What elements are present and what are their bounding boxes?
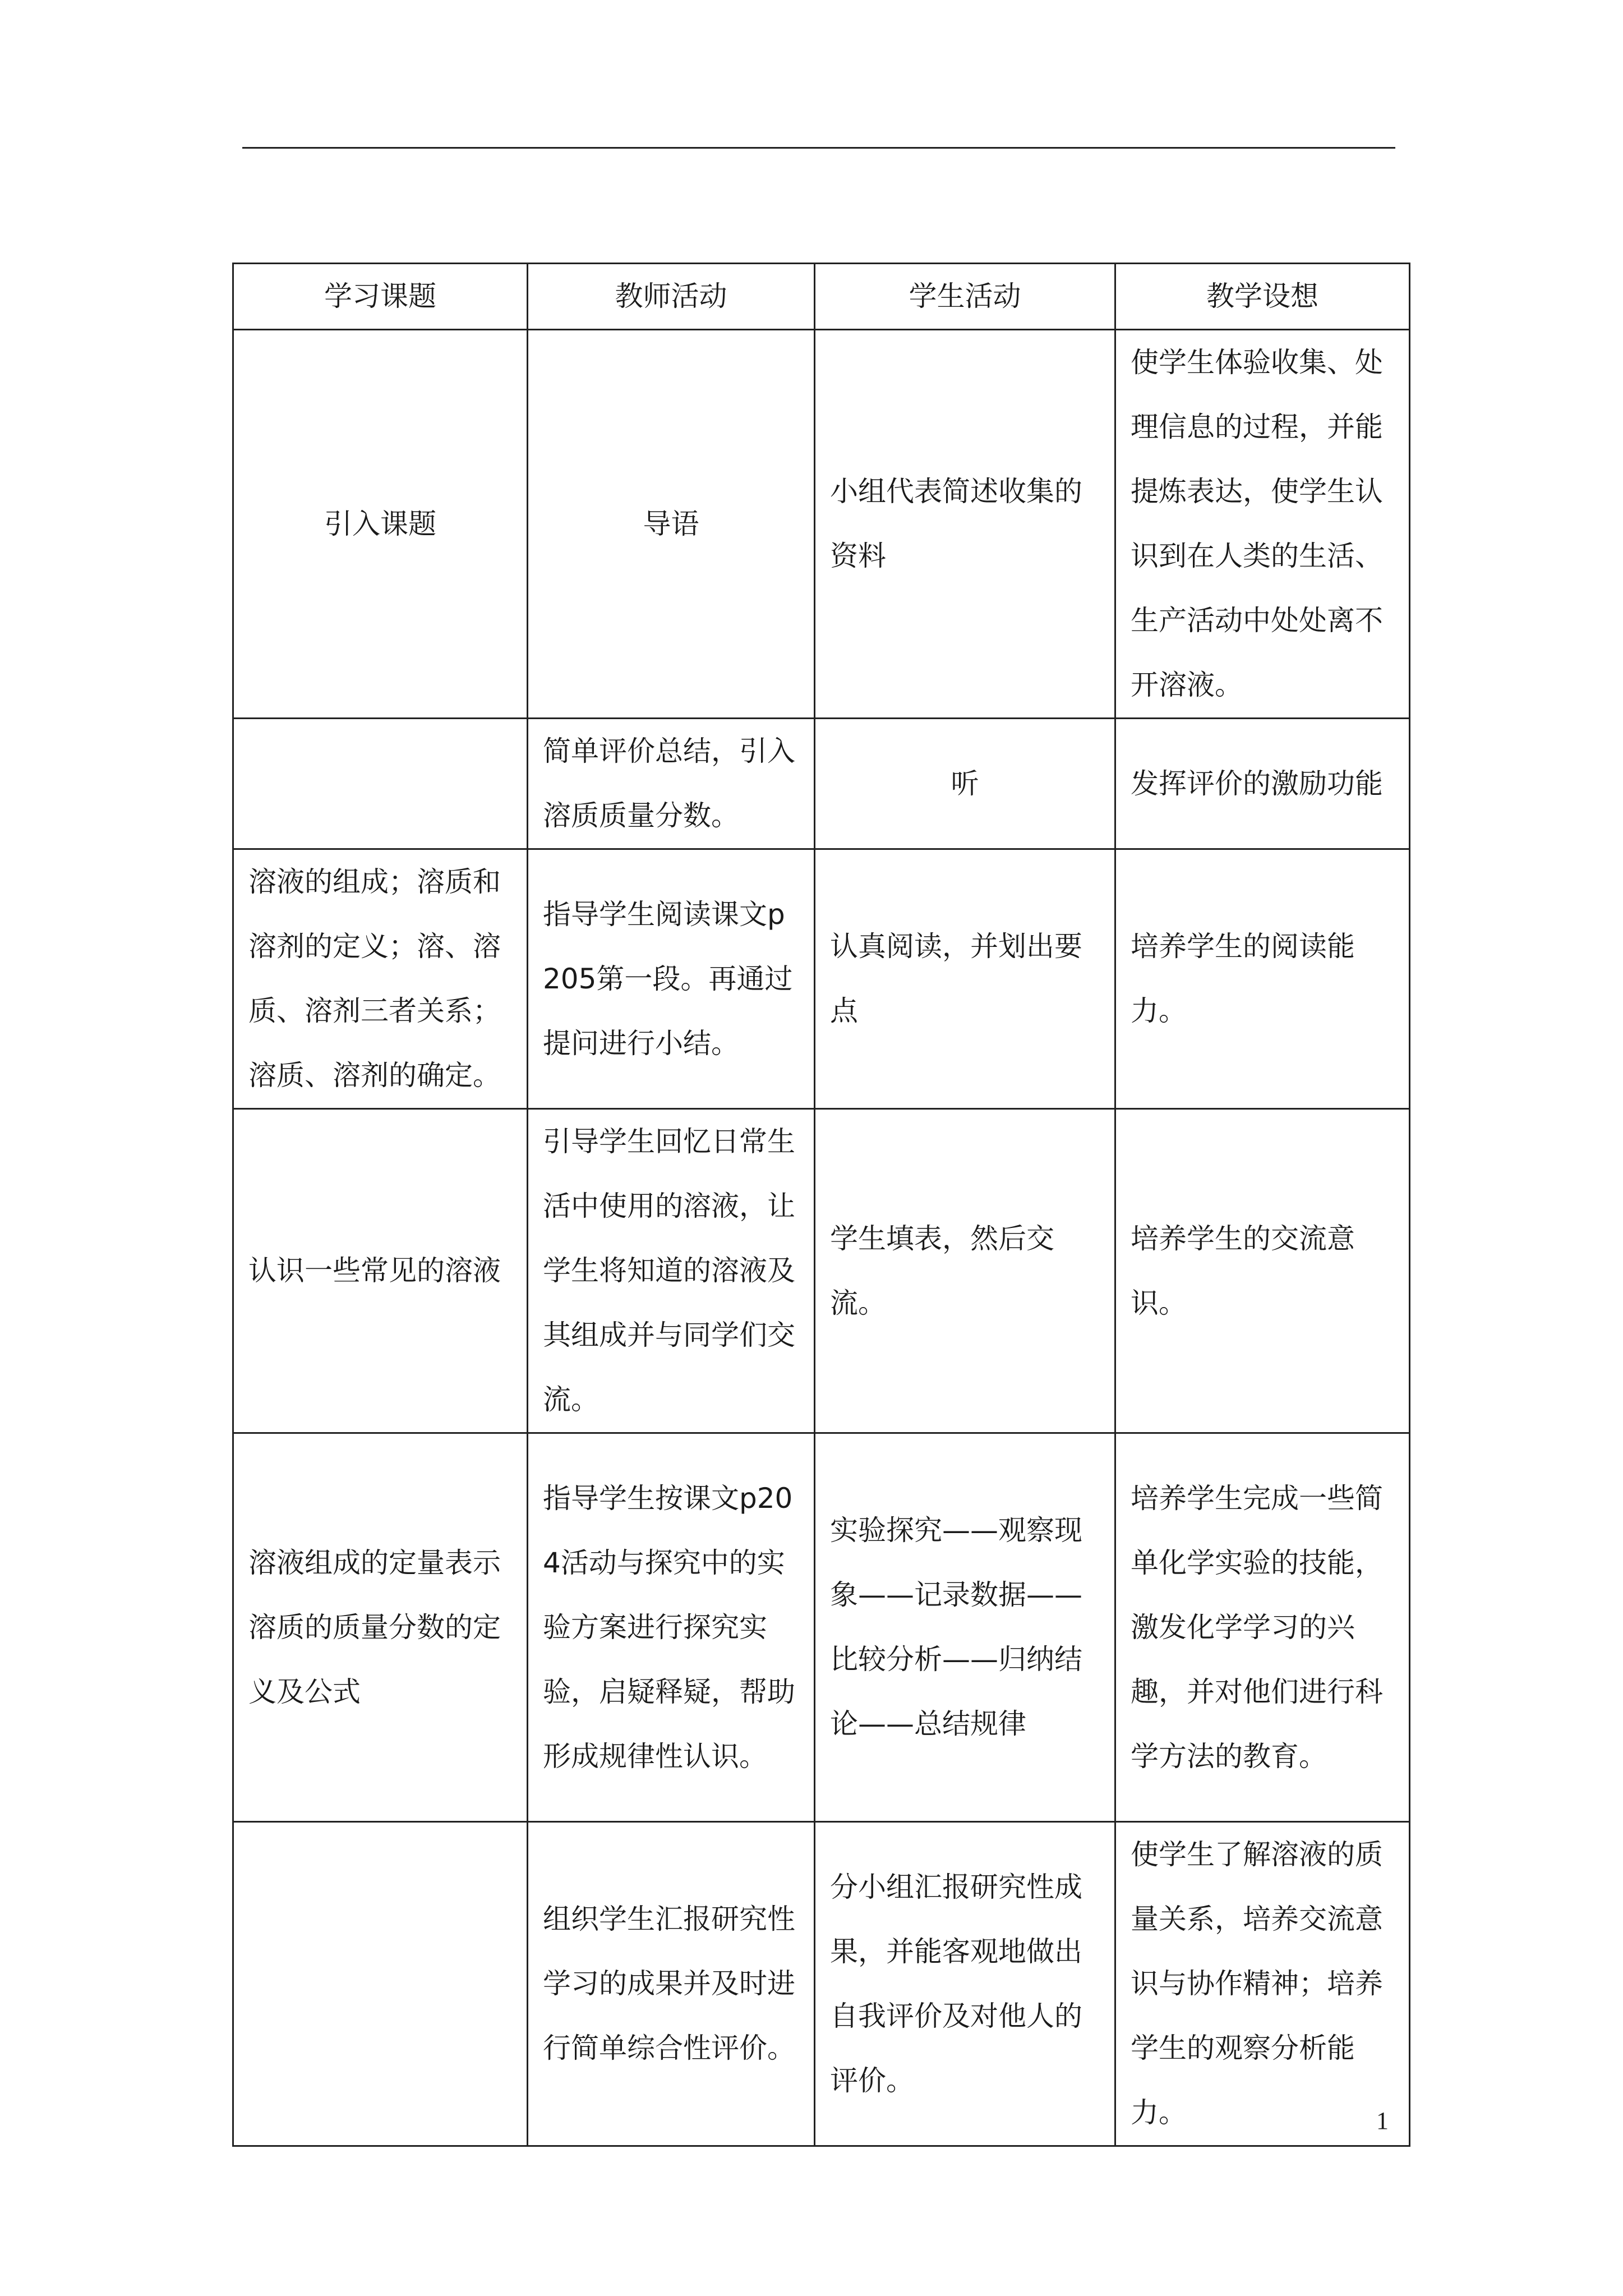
cell-topic: 引入课题 xyxy=(233,330,528,719)
cell-topic: 认识一些常见的溶液 xyxy=(233,1109,528,1433)
cell-design: 使学生了解溶液的质量关系，培养交流意识与协作精神；培养学生的观察分析能力。 xyxy=(1115,1822,1410,2146)
cell-teacher: 指导学生按课文p204活动与探究中的实验方案进行探究实验，启疑释疑，帮助形成规律性认识。 xyxy=(528,1433,815,1822)
header-student-activity: 学生活动 xyxy=(815,264,1115,330)
table-row xyxy=(233,849,1410,1109)
table-header-row xyxy=(233,264,1410,330)
cell-design: 发挥评价的激励功能 xyxy=(1115,719,1410,849)
cell-student: 认真阅读，并划出要点 xyxy=(815,849,1115,1109)
cell-student: 实验探究——观察现象——记录数据——比较分析——归纳结论——总结规律 xyxy=(815,1433,1115,1822)
cell-design: 培养学生的交流意识。 xyxy=(1115,1109,1410,1433)
header-topic: 学习课题 xyxy=(233,264,528,330)
cell-teacher: 引导学生回忆日常生活中使用的溶液，让学生将知道的溶液及其组成并与同学们交流。 xyxy=(528,1109,815,1433)
table-row xyxy=(233,1109,1410,1433)
cell-student: 小组代表简述收集的资料 xyxy=(815,330,1115,719)
cell-topic: 溶液的组成；溶质和溶剂的定义；溶、溶质、溶剂三者关系；溶质、溶剂的确定。 xyxy=(233,849,528,1109)
cell-design: 培养学生的阅读能力。 xyxy=(1115,849,1410,1109)
cell-topic: 溶液组成的定量表示溶质的质量分数的定义及公式 xyxy=(233,1433,528,1822)
cell-topic xyxy=(233,719,528,849)
cell-student: 分小组汇报研究性成果，并能客观地做出自我评价及对他人的评价。 xyxy=(815,1822,1115,2146)
cell-teacher: 组织学生汇报研究性学习的成果并及时进行简单综合性评价。 xyxy=(528,1822,815,2146)
cell-teacher: 简单评价总结，引入溶质质量分数。 xyxy=(528,719,815,849)
cell-teacher: 指导学生阅读课文p205第一段。再通过提问进行小结。 xyxy=(528,849,815,1109)
header-rule xyxy=(242,147,1395,149)
cell-student: 学生填表，然后交流。 xyxy=(815,1109,1115,1433)
table-row xyxy=(233,1822,1410,2146)
cell-design: 使学生体验收集、处理信息的过程，并能提炼表达，使学生认识到在人类的生活、生产活动中处处离不开溶液。 xyxy=(1115,330,1410,719)
cell-teacher: 导语 xyxy=(528,330,815,719)
header-teacher-activity: 教师活动 xyxy=(528,264,815,330)
header-teaching-design: 教学设想 xyxy=(1115,264,1410,330)
cell-topic xyxy=(233,1822,528,2146)
table-row xyxy=(233,330,1410,719)
table-row xyxy=(233,1433,1410,1822)
page-number: 1 xyxy=(1376,2107,1389,2134)
lesson-plan-table xyxy=(232,263,1410,2147)
cell-student: 听 xyxy=(815,719,1115,849)
cell-design: 培养学生完成一些简单化学实验的技能，激发化学学习的兴趣，并对他们进行科学方法的教育。 xyxy=(1115,1433,1410,1822)
table-row xyxy=(233,719,1410,849)
